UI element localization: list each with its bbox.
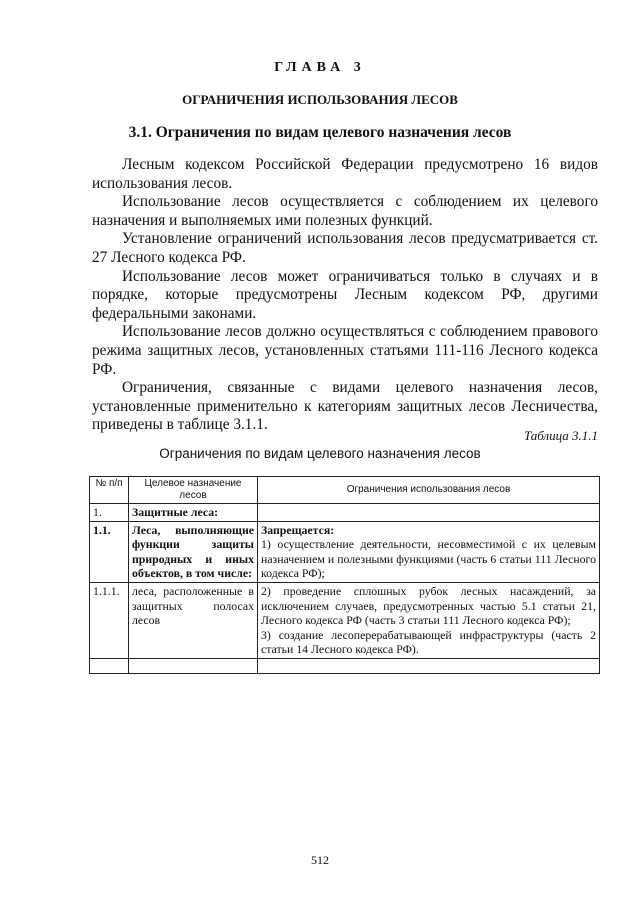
- empty-cell: [258, 658, 600, 673]
- row-restrictions: [258, 521, 600, 582]
- paragraph: Лесным кодексом Российской Федерации предусмотрено 16 видов использования лесов.: [92, 156, 598, 192]
- paragraph: Использование лесов осуществляется с соблюдением их целевого назначения и выполняемых ими полезных функций.: [92, 193, 598, 229]
- row-restrictions: [258, 582, 600, 658]
- row-purpose: леса, расположенные в защитных полосах лесов: [129, 582, 258, 658]
- restriction-item: 1) осуществление деятельности, несовместимой с их целевым назначением и полезными функциями (часть 6 статьи 111 Лесного кодекса РФ);: [261, 537, 596, 581]
- table-row-empty: [90, 658, 600, 673]
- chapter-title: ОГРАНИЧЕНИЯ ИСПОЛЬЗОВАНИЯ ЛЕСОВ: [182, 92, 458, 107]
- row-number: 1.: [90, 504, 129, 522]
- row-purpose: Леса, выполняющие функции защиты природных и иных объектов, в том числе:: [129, 521, 258, 582]
- table-caption: Таблица 3.1.1: [523, 428, 598, 443]
- page-number: 512: [311, 853, 329, 867]
- row-number: 1.1.: [90, 521, 129, 582]
- paragraph: Установление ограничений использования лесов предусматривается ст. 27 Лесного кодекса РФ.: [92, 230, 598, 266]
- chapter-heading: ГЛАВА 3: [274, 60, 366, 75]
- table-row: [90, 582, 600, 658]
- row-purpose: Защитные леса:: [129, 504, 258, 522]
- body-text: [92, 156, 598, 435]
- table-header-row: [90, 477, 600, 504]
- section-title: 3.1. Ограничения по видам целевого назначения лесов: [128, 124, 512, 141]
- restrictions-table: [89, 476, 600, 674]
- header-purpose: Целевое назначение лесов: [129, 477, 258, 504]
- restriction-item: 2) проведение сплошных рубок лесных насаждений, за исключением случаев, предусмотренных частью 5.1 статьи 21, Лесного кодекса РФ (часть 3 статьи 111 Лесного кодекса РФ);: [261, 583, 596, 628]
- paragraph: Ограничения, связанные с видами целевого назначения лесов, установленные применительно к категориям защитных лесов Лесничества, приведены в таблице 3.1.1.: [92, 379, 598, 434]
- header-restrictions: Ограничения использования лесов: [258, 477, 600, 504]
- paragraph: Использование лесов может ограничиваться только в случаях и в порядке, которые предусмотрены Лесным кодексом РФ, другими федеральными законами.: [92, 267, 598, 322]
- row-number: 1.1.1.: [90, 582, 129, 658]
- table-row: [90, 504, 600, 522]
- empty-cell: [129, 658, 258, 673]
- restrictions-heading: Запрещается:: [261, 522, 335, 537]
- row-restrictions-empty: [258, 504, 600, 522]
- empty-cell: [90, 658, 129, 673]
- header-number: № п/п: [90, 477, 129, 504]
- table-title: Ограничения по видам целевого назначения лесов: [159, 446, 481, 461]
- restriction-item: 3) создание лесоперерабатывающей инфраструктуры (часть 2 статьи 14 Лесного кодекса РФ).: [261, 627, 596, 657]
- paragraph: Использование лесов должно осуществляться с соблюдением правового режима защитных лесов, установленных статьями 111-116 Лесного кодекса РФ.: [92, 323, 598, 378]
- table-row: [90, 521, 600, 582]
